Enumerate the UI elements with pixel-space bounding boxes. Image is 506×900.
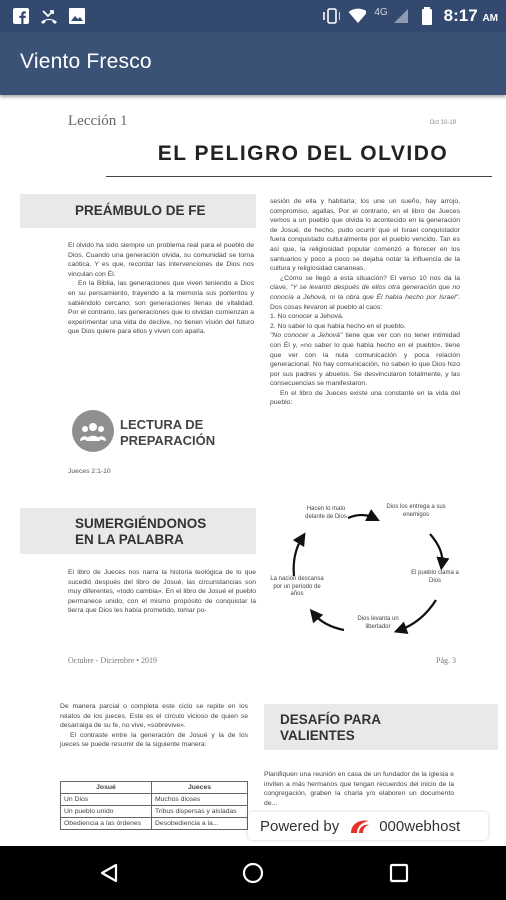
image-icon (68, 7, 86, 25)
cycle-step-3: El pueblo clama a Dios (411, 570, 459, 584)
document-page-1[interactable] (20, 100, 498, 665)
status-bar (0, 0, 506, 32)
cycle-step-5: La nación descansa por un período de años (270, 576, 324, 597)
signal-icon (392, 7, 410, 25)
page2-left-paragraph-2: El contraste entre la generación de Josué y la de los jueces se puede resumir de la siguiente manera: (60, 731, 248, 749)
vibrate-icon (322, 7, 340, 25)
app-title: Viento Fresco (20, 50, 152, 73)
cycle-step-4: Dios levanta un libertador (357, 616, 399, 630)
table-header: Jueces (151, 782, 247, 794)
sumergiendonos-text (68, 568, 256, 616)
powered-by-label: Powered by (260, 817, 340, 835)
list-item-2: 2. No saber lo que había hecho en el pueblo. (270, 322, 406, 330)
desafio-line-1: DESAFÍO PARA (280, 712, 382, 727)
desafio-heading (280, 712, 381, 744)
app-bar (0, 32, 506, 95)
table-header: Josué (61, 782, 152, 794)
page-number: Pág. 3 (436, 656, 456, 665)
preambulo-text (68, 241, 254, 337)
lesson-label: Lección 1 (68, 113, 128, 129)
list-item-1: 1. No conocer a Jehová. (270, 313, 344, 321)
title-divider (106, 176, 492, 177)
battery-icon (418, 7, 436, 25)
judges-cycle-diagram (270, 498, 460, 653)
navigation-bar (0, 846, 506, 900)
preambulo-heading-box (20, 194, 256, 228)
page2-left-paragraph-1: De manera parcial o completa este ciclo se repite en los relatos de los jueces. Este es el círculo vicioso de quien se desarraiga de su fe, no vive, «sobrevive». (60, 703, 248, 730)
right-column-text (270, 197, 460, 408)
preambulo-paragraph-2: En la Biblia, las generaciones que viven teniendo a Dios en su pensamiento, trayendo a la memoria sus portentos y sabiéndolo cercano; son generaciones llenas de vitalidad. Por el contrario, las generaciones que lo olvidan comienzan a experimentar una vida de declive, no tienen visión del futuro que Dios quiere para ellos y viven con apatía. (68, 280, 254, 336)
sumergiendonos-line-1: SUMERGIÉNDONOS (75, 516, 207, 531)
recents-icon[interactable] (384, 858, 414, 888)
missed-call-icon (40, 7, 58, 25)
back-icon[interactable] (94, 858, 124, 888)
clock: 8:17 AM (443, 6, 498, 25)
reading-reference: Jueces 2:1-10 (68, 468, 111, 475)
page2-right-text (264, 770, 454, 808)
preambulo-paragraph-1: El olvido ha sido siempre un problema real para el pueblo de Dios. Cuando una generación olvida, su comunidad se torna caótica. Y es que, recordar las intervenciones de Dios nos vinculan con Él. (68, 242, 254, 278)
page2-left-text (60, 702, 248, 750)
preambulo-heading: PREÁMBULO DE FE (75, 203, 206, 218)
facebook-icon (12, 7, 30, 25)
cycle-step-1: Hacen lo malo delante de Dios (305, 506, 347, 520)
right-paragraph-2: ¿Cómo se llegó a esta situación? El verso 10 nos da la clave, "Y se levantó después de ellos otra generación que no conocía a Jehová, ni la obra que Él había hecho por Israel". Dos cosas llevaron al pueblo al caos: (270, 274, 460, 311)
lectura-heading (120, 417, 215, 449)
table-row (61, 794, 248, 806)
network-type: 4G (374, 6, 388, 18)
table-cell: Desobediencia a la... (151, 818, 247, 830)
wifi-icon (348, 7, 366, 25)
table-cell: Un pueblo unido (61, 806, 152, 818)
lesson-title: EL PELIGRO DEL OLVIDO (157, 142, 449, 165)
table-row (61, 818, 248, 830)
page-footer-date: Octubre - Diciembre • 2019 (68, 656, 157, 665)
comparison-table (60, 781, 248, 830)
desafio-heading-box (264, 704, 498, 750)
home-icon[interactable] (238, 858, 268, 888)
table-cell: Muchos dioses (151, 794, 247, 806)
lectura-line-2: PREPARACIÓN (120, 433, 216, 448)
right-paragraph-4: En el libro de Jueces existe una constante en la vida del pueblo: (270, 389, 460, 407)
lectura-line-1: LECTURA DE (120, 417, 204, 432)
date-code: Oct 10-19 (429, 120, 456, 126)
table-row (61, 806, 248, 818)
sumergiendonos-paragraph: El libro de Jueces nos narra la historia teológica de lo que sucedió después del libro de Josué, las circunstancias son muy diferentes, «todo cambia». En el libro de Josué el pueblo permanece unido, con el mismo propósito de conquistar la tierra que Dios les había prometido, tomar po- (68, 569, 256, 615)
table-cell: Tribus dispersas y aisladas (151, 806, 247, 818)
cycle-step-2: Dios los entrega a sus enemigos (386, 504, 446, 518)
page2-right-paragraph: Planifiquen una reunión en casa de un fundador de la iglesia e inviten a más hermanos que tengan recuerdos del inicio de la congregación, graben la charla y/o elaboren un documento de... (264, 771, 454, 807)
webhost-logo-icon (347, 817, 373, 835)
table-cell: Un Dios (61, 794, 152, 806)
table-cell: Obediencia a las órdenes (61, 818, 152, 830)
right-paragraph-1: sesión de ella y habitarla; los une un sueño, hay arrojo, compromiso, agallas. Por el contrario, en el libro de Jueces vemos a un pueblo que olvida lo acontecido en la generación de Josué, de hecho, pudo ocurrir que el Israel conquistador fuera conquistado culturalmente por el pueblo vencido. Tan es así que, la religiosidad popular comenzó a florecer en los santuarios y poco a poco se dejaba notar la influencia de la cultura y religiosidad cananeas. (270, 198, 460, 273)
right-paragraph-3: "No conocer a Jehová" tiene que ver con no tener intimidad con Él y, «no saber lo que había hecho en el pueblo», tiene que ver con la nula comunicación y poca relación generacional. No hay comunicación, no saben lo que Dios hizo por sus padres y abuelos. Se desvincularon totalmente, y las consecuencias se manifestaron. (270, 332, 461, 388)
webhost-label: 000webhost (379, 817, 461, 835)
people-group-icon (72, 410, 114, 452)
sumergiendonos-line-2: EN LA PALABRA (75, 532, 184, 547)
sumergiendonos-heading-box (20, 508, 256, 554)
desafio-line-2: VALIENTES (280, 728, 355, 743)
sumergiendonos-heading (75, 516, 206, 548)
powered-by-banner[interactable] (248, 812, 488, 840)
